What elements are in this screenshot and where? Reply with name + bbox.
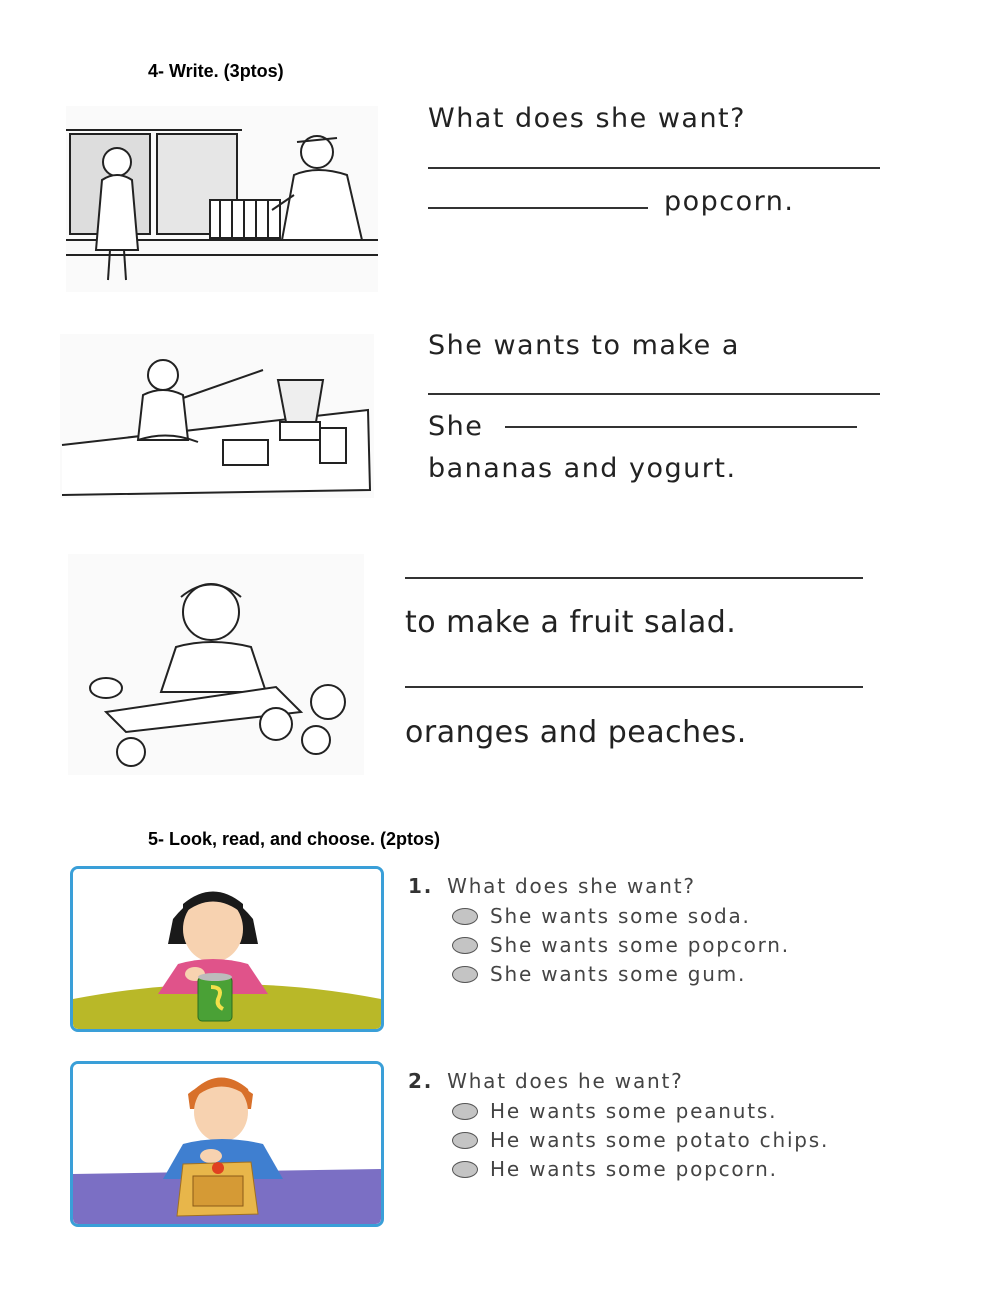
question-1-option-3[interactable] [452,962,790,986]
item2-answer-line-2[interactable] [505,426,857,428]
item1-answer-suffix: popcorn. [664,186,795,217]
question-1-option-1[interactable] [452,904,790,928]
question-1-title-row [408,874,790,898]
item2-answer-line-1[interactable] [428,393,880,395]
radio-bubble-icon[interactable] [452,1103,478,1120]
question-1-number: 1. [408,874,434,898]
item2-line2-prefix: She [428,411,484,442]
question-1-option-2[interactable] [452,933,790,957]
item1-answer-line-1[interactable] [428,167,880,169]
radio-bubble-icon[interactable] [452,908,478,925]
item3-line1: to make a fruit salad. [405,605,737,640]
radio-bubble-icon[interactable] [452,1132,478,1149]
option-label: He wants some potato chips. [490,1128,830,1152]
option-label: She wants some soda. [490,904,751,928]
question-1 [408,874,790,986]
item3-line2: oranges and peaches. [405,715,747,750]
option-label: He wants some peanuts. [490,1099,778,1123]
girl-soda-picture [70,866,384,1032]
item1-question: What does she want? [428,103,746,134]
item3-answer-line-1[interactable] [405,577,863,579]
question-2-option-1[interactable] [452,1099,829,1123]
section5-heading: 5- Look, read, and choose. (2ptos) [148,829,441,849]
item3-answer-line-2[interactable] [405,686,863,688]
popcorn-stand-picture [62,100,382,295]
option-label: She wants some gum. [490,962,747,986]
boy-chips-picture [70,1061,384,1227]
option-label: She wants some popcorn. [490,933,790,957]
question-2-option-3[interactable] [452,1157,829,1181]
fruit-salad-picture [66,552,366,777]
item2-line1: She wants to make a [428,330,740,361]
radio-bubble-icon[interactable] [452,966,478,983]
question-2-number: 2. [408,1069,434,1093]
radio-bubble-icon[interactable] [452,937,478,954]
question-2 [408,1069,829,1181]
question-2-option-2[interactable] [452,1128,829,1152]
item2-line3: bananas and yogurt. [428,453,737,484]
item2-line2-row [428,411,857,442]
section4-heading: 4- Write. (3ptos) [148,61,284,81]
item1-answer-line-2[interactable] [428,207,648,209]
radio-bubble-icon[interactable] [452,1161,478,1178]
question-1-text: What does she want? [447,874,696,898]
option-label: He wants some popcorn. [490,1157,778,1181]
question-2-title-row [408,1069,829,1093]
question-2-text: What does he want? [447,1069,684,1093]
blender-kitchen-picture [58,330,376,500]
